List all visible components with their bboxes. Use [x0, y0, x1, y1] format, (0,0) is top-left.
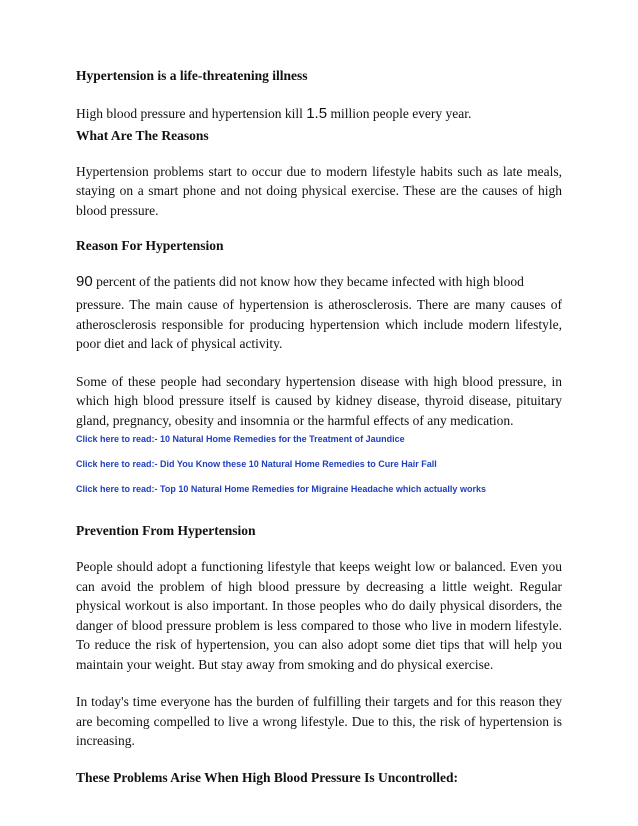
problems-heading: These Problems Arise When High Blood Pressure Is Uncontrolled:	[76, 769, 459, 785]
document-title: Hypertension is a life-threatening illness	[76, 68, 308, 83]
jaundice-link[interactable]: Click here to read:- 10 Natural Home Remedies for the Treatment of Jaundice	[76, 434, 405, 444]
intro-text-after: million people every year.	[327, 106, 472, 121]
reason-for-paragraph: pressure. The main cause of hypertension is atherosclerosis. There are many causes of atherosclerosis responsible for producing hypertension which include modern lifestyle, poor diet and lack of physical activity.	[76, 297, 562, 351]
intro-paragraph	[76, 104, 562, 124]
document-page	[76, 66, 562, 788]
prevention-paragraph: People should adopt a functioning lifestyle that keeps weight low or balanced. Even you can avoid the problem of high blood pressure by decreasing a little weight. Regular physical workout is also important. In those peoples who do daily physical disorders, the danger of blood pressure problem is less compared to those who live in modern lifestyle. To reduce the risk of hypertension, you can also adopt some diet tips that will help you maintain your weight. But stay away from smoking and do physical exercise.	[76, 559, 562, 672]
reason-for-first-line	[76, 271, 562, 293]
migraine-link[interactable]: Click here to read:- Top 10 Natural Home Remedies for Migraine Headache which actually works	[76, 484, 486, 494]
intro-number: 1.5	[306, 105, 328, 122]
reason-for-heading: Reason For Hypertension	[76, 238, 224, 253]
intro-text-before: High blood pressure and hypertension kill	[76, 106, 307, 121]
prevention-heading: Prevention From Hypertension	[76, 523, 256, 538]
reason-for-first-line-text: percent of the patients did not know how they became infected with high blood	[92, 274, 524, 289]
secondary-paragraph: Some of these people had secondary hypertension disease with high blood pressure, in which high blood pressure itself is caused by kidney disease, thyroid disease, pituitary gland, pregnancy, obesity and insomnia or the harmful effects of any medication.	[76, 373, 562, 428]
reason-for-number: 90	[76, 273, 93, 290]
hair-fall-link[interactable]: Click here to read:- Did You Know these 10 Natural Home Remedies to Cure Hair Fall	[76, 459, 437, 469]
reasons-heading: What Are The Reasons	[76, 127, 209, 143]
reasons-paragraph: Hypertension problems start to occur due to modern lifestyle habits such as late meals, staying on a smart phone and not doing physical exercise. These are the causes of high blood pressure.	[76, 163, 562, 218]
prevention-paragraph-2: In today's time everyone has the burden of fulfilling their targets and for this reason they are becoming compelled to live a wrong lifestyle. Due to this, the risk of hypertension is increasing.	[76, 694, 562, 748]
